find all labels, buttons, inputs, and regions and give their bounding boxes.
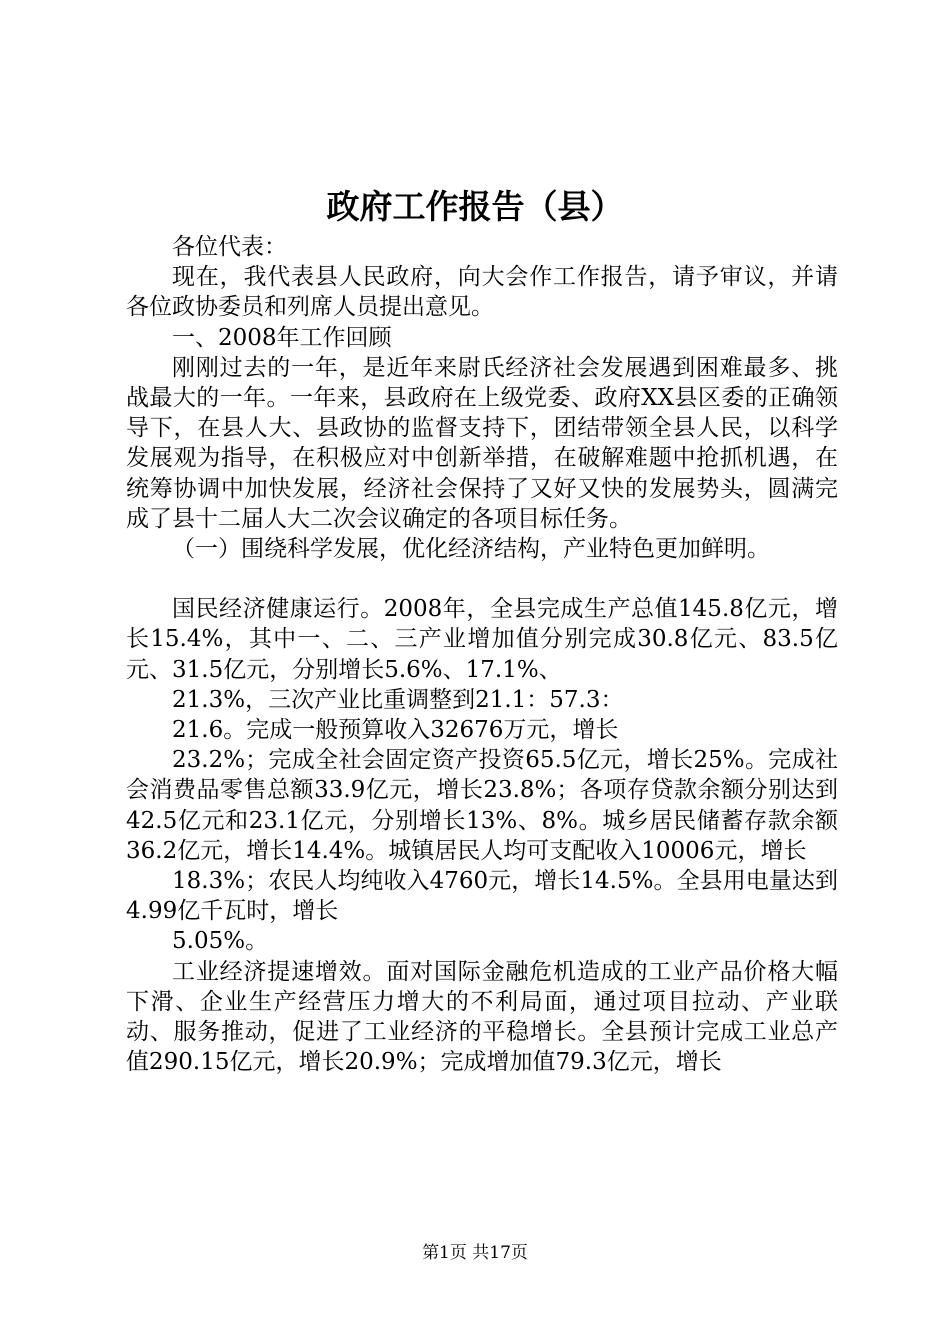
paragraph-industry: 工业经济提速增效。面对国际金融危机造成的工业产品价格大幅下滑、企业生产经营压力增大的不利局面，通过项目拉动、产业联动、服务推动，促进了工业经济的平稳增长。全县预计完成工业总产值290.15亿元，增长20.9%；完成增加值79.3亿元，增长 bbox=[126, 958, 838, 1076]
page-footer: 第1页 共17页 bbox=[422, 1243, 528, 1263]
salutation: 各位代表： bbox=[172, 234, 287, 260]
paragraph-line: 21.6。完成一般预算收入32676万元，增长 bbox=[172, 717, 619, 744]
paragraph-line: 5.05%。 bbox=[172, 928, 269, 955]
paragraph-income: 18.3%；农民人均纯收入4760元，增长14.5%。全县用电量达到4.99亿千瓦时，增长 bbox=[126, 868, 838, 925]
document-body bbox=[126, 232, 838, 1077]
paragraph-line: 21.3%，三次产业比重调整到21.1：57.3： bbox=[172, 686, 624, 713]
section-heading: 一、2008年工作回顾 bbox=[172, 324, 392, 351]
document-title: 政府工作报告（县） bbox=[326, 187, 624, 226]
subsection-heading: （一）围绕科学发展，优化经济结构，产业特色更加鲜明。 bbox=[172, 536, 770, 563]
paragraph-intro: 现在，我代表县人民政府，向大会作工作报告，请予审议，并请各位政协委员和列席人员提出意见。 bbox=[126, 264, 838, 321]
paragraph-economy: 国民经济健康运行。2008年，全县完成生产总值145.8亿元，增长15.4%，其中一、二、三产业增加值分别完成30.8亿元、83.5亿元、31.5亿元，分别增长5.6%、17.1%、 bbox=[126, 596, 838, 683]
paragraph-investment: 23.2%；完成全社会固定资产投资65.5亿元，增长25%。完成社会消费品零售总额33.9亿元，增长23.8%；各项存贷款余额分别达到42.5亿元和23.1亿元，分别增长13%、8%。城乡居民储蓄存款余额36.2亿元，增长14.4%。城镇居民人均可支配收入10006元，增长 bbox=[126, 747, 838, 864]
paragraph-review: 刚刚过去的一年，是近年来尉氏经济社会发展遇到困难最多、挑战最大的一年。一年来，县政府在上级党委、政府XX县区委的正确领导下，在县人大、县政协的监督支持下，团结带领全县人民，以科学发展观为指导，在积极应对中创新举措，在破解难题中抢抓机遇，在统筹协调中加快发展，经济社会保持了又好又快的发展势头，圆满完成了县十二届人大二次会议确定的各项目标任务。 bbox=[126, 354, 838, 532]
